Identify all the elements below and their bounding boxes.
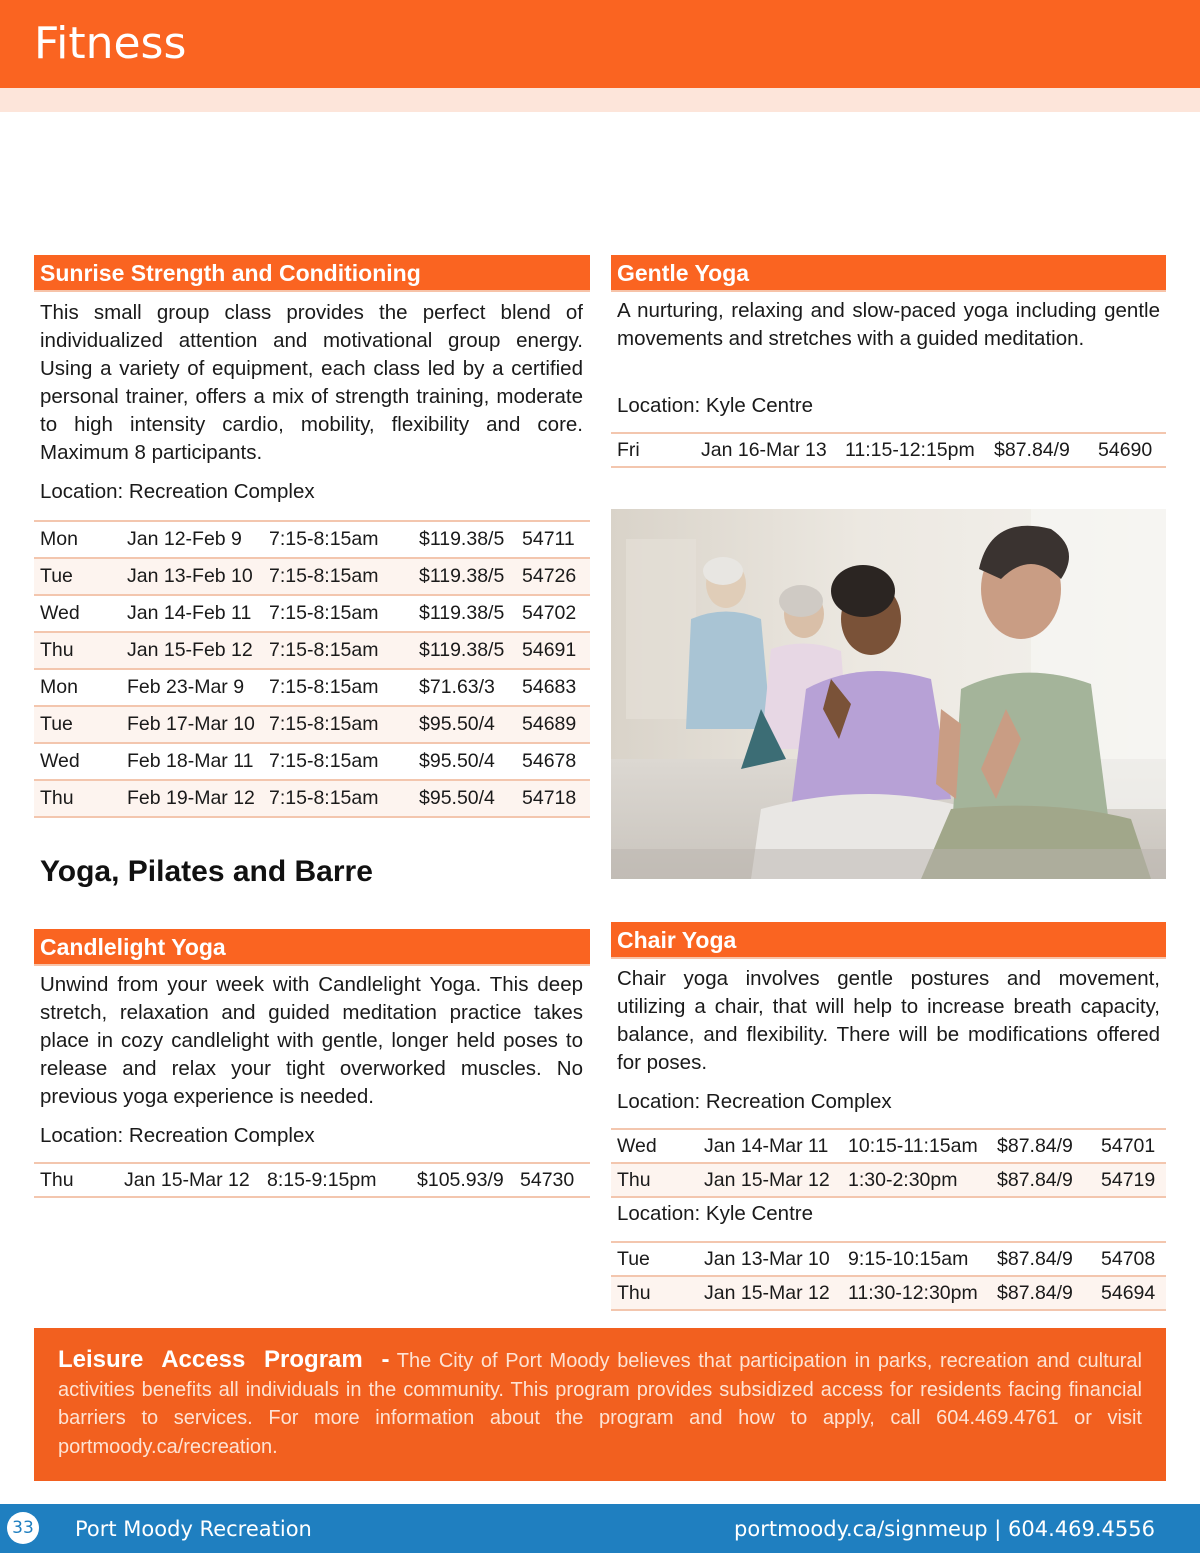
leisure-access-program-box <box>34 1328 1166 1481</box>
schedule-row <box>611 1163 1166 1197</box>
schedule-dates-cell: Feb 23-Mar 9 <box>121 669 263 706</box>
schedule-time-cell: 11:30-12:30pm <box>842 1276 991 1310</box>
schedule-time-cell: 11:15-12:15pm <box>839 433 988 467</box>
schedule-code-cell: 54691 <box>516 632 590 669</box>
schedule-fee-cell: $87.84/9 <box>988 433 1092 467</box>
schedule-row <box>611 1276 1166 1310</box>
schedule-day-cell: Tue <box>611 1242 698 1276</box>
sunrise-location: Location: Recreation Complex <box>40 480 315 503</box>
schedule-day-cell: Wed <box>34 743 121 780</box>
schedule-time-cell: 9:15-10:15am <box>842 1242 991 1276</box>
schedule-time-cell: 7:15-8:15am <box>263 632 413 669</box>
schedule-code-cell: 54683 <box>516 669 590 706</box>
schedule-fee-cell: $95.50/4 <box>413 706 516 743</box>
gentle-yoga-description: A nurturing, relaxing and slow-paced yoga including gentle movements and stretches with a guided meditation. <box>617 299 1160 350</box>
schedule-code-cell: 54678 <box>516 743 590 780</box>
schedule-code-cell: 54701 <box>1095 1129 1166 1163</box>
candlelight-yoga-description: Unwind from your week with Candlelight Yoga. This deep stretch, relaxation and guided meditation practice takes place in cozy candlelight with gentle, longer held poses to release and relax your tight overworked muscles. No previous yoga experience is needed. <box>40 973 583 1108</box>
schedule-row <box>34 706 590 743</box>
candlelight-yoga-location: Location: Recreation Complex <box>40 1124 315 1147</box>
schedule-row <box>611 1129 1166 1163</box>
schedule-code-cell: 54718 <box>516 780 590 817</box>
gentle-yoga-heading: Gentle Yoga <box>611 255 1166 292</box>
sunrise-description: This small group class provides the perfect blend of individualized attention and motivational group energy. Using a variety of equipment, each class led by a certified personal trainer, offers a mix of strength training, moderate to high intensity cardio, mobility, flexibility and core. Maximum 8 participants. <box>40 301 583 464</box>
page-title: Fitness <box>34 18 187 69</box>
schedule-code-cell: 54726 <box>516 558 590 595</box>
schedule-row <box>611 1242 1166 1276</box>
schedule-dates-cell: Jan 16-Mar 13 <box>695 433 839 467</box>
schedule-time-cell: 1:30-2:30pm <box>842 1163 991 1197</box>
schedule-day-cell: Mon <box>34 521 121 558</box>
leisure-access-program-title: Leisure Access Program - <box>58 1346 390 1373</box>
schedule-dates-cell: Jan 12-Feb 9 <box>121 521 263 558</box>
schedule-row <box>34 669 590 706</box>
schedule-time-cell: 7:15-8:15am <box>263 595 413 632</box>
schedule-dates-cell: Jan 13-Mar 10 <box>698 1242 842 1276</box>
schedule-code-cell: 54711 <box>516 521 590 558</box>
chair-yoga-schedule-table-1 <box>611 1128 1166 1198</box>
schedule-code-cell: 54702 <box>516 595 590 632</box>
candlelight-yoga-schedule-table <box>34 1162 590 1198</box>
schedule-fee-cell: $71.63/3 <box>413 669 516 706</box>
schedule-day-cell: Fri <box>611 433 695 467</box>
schedule-day-cell: Thu <box>34 1163 118 1197</box>
schedule-row <box>34 558 590 595</box>
schedule-row <box>34 780 590 817</box>
schedule-dates-cell: Feb 19-Mar 12 <box>121 780 263 817</box>
schedule-fee-cell: $87.84/9 <box>991 1276 1095 1310</box>
schedule-dates-cell: Jan 15-Mar 12 <box>698 1276 842 1310</box>
schedule-dates-cell: Jan 14-Mar 11 <box>698 1129 842 1163</box>
schedule-code-cell: 54689 <box>516 706 590 743</box>
schedule-dates-cell: Jan 15-Feb 12 <box>121 632 263 669</box>
schedule-fee-cell: $87.84/9 <box>991 1129 1095 1163</box>
schedule-time-cell: 7:15-8:15am <box>263 521 413 558</box>
schedule-row <box>611 433 1166 467</box>
schedule-code-cell: 54694 <box>1095 1276 1166 1310</box>
schedule-fee-cell: $95.50/4 <box>413 743 516 780</box>
schedule-dates-cell: Jan 14-Feb 11 <box>121 595 263 632</box>
footer-contact-info: portmoody.ca/signmeup | 604.469.4556 <box>734 1517 1155 1541</box>
schedule-code-cell: 54730 <box>514 1163 590 1197</box>
sunrise-schedule-table <box>34 520 590 818</box>
schedule-day-cell: Wed <box>34 595 121 632</box>
schedule-fee-cell: $119.38/5 <box>413 521 516 558</box>
schedule-day-cell: Wed <box>611 1129 698 1163</box>
gentle-yoga-location: Location: Kyle Centre <box>617 394 814 417</box>
schedule-row <box>34 632 590 669</box>
schedule-code-cell: 54708 <box>1095 1242 1166 1276</box>
schedule-time-cell: 7:15-8:15am <box>263 743 413 780</box>
schedule-day-cell: Thu <box>34 780 121 817</box>
schedule-row <box>34 1163 590 1197</box>
schedule-fee-cell: $95.50/4 <box>413 780 516 817</box>
schedule-day-cell: Thu <box>611 1163 698 1197</box>
schedule-fee-cell: $119.38/5 <box>413 595 516 632</box>
schedule-time-cell: 7:15-8:15am <box>263 780 413 817</box>
schedule-code-cell: 54690 <box>1092 433 1166 467</box>
chair-yoga-location-kyle-centre: Location: Kyle Centre <box>617 1202 814 1225</box>
schedule-fee-cell: $105.93/9 <box>411 1163 514 1197</box>
schedule-row <box>34 743 590 780</box>
schedule-time-cell: 8:15-9:15pm <box>261 1163 411 1197</box>
candlelight-yoga-heading: Candlelight Yoga <box>34 929 590 966</box>
sunrise-heading: Sunrise Strength and Conditioning <box>34 255 590 292</box>
gentle-yoga-schedule-table <box>611 432 1166 468</box>
chair-yoga-schedule-table-2 <box>611 1241 1166 1311</box>
chair-yoga-heading: Chair Yoga <box>611 922 1166 959</box>
page-number: 33 <box>7 1512 39 1544</box>
leisure-access-program-text: The City of Port Moody believes that participation in parks, recreation and cultural activities benefits all individuals in the community. This program provides subsidized access for residents facing financial barriers to services. For more information about the program and how to apply, call 604.469.4761 or visit portmoody.ca/recreation. <box>58 1350 1142 1458</box>
schedule-fee-cell: $87.84/9 <box>991 1163 1095 1197</box>
schedule-time-cell: 10:15-11:15am <box>842 1129 991 1163</box>
schedule-day-cell: Tue <box>34 558 121 595</box>
chair-yoga-description: Chair yoga involves gentle postures and movement, utilizing a chair, that will help to increase breath capacity, balance, and flexibility. There will be modifications offered for poses. <box>617 967 1160 1074</box>
schedule-fee-cell: $87.84/9 <box>991 1242 1095 1276</box>
schedule-fee-cell: $119.38/5 <box>413 632 516 669</box>
schedule-dates-cell: Jan 15-Mar 12 <box>118 1163 261 1197</box>
schedule-code-cell: 54719 <box>1095 1163 1166 1197</box>
schedule-dates-cell: Feb 17-Mar 10 <box>121 706 263 743</box>
schedule-dates-cell: Feb 18-Mar 11 <box>121 743 263 780</box>
schedule-time-cell: 7:15-8:15am <box>263 558 413 595</box>
schedule-row <box>34 595 590 632</box>
chair-yoga-location-recreation-complex: Location: Recreation Complex <box>617 1090 892 1113</box>
schedule-row <box>34 521 590 558</box>
schedule-day-cell: Thu <box>611 1276 698 1310</box>
schedule-time-cell: 7:15-8:15am <box>263 669 413 706</box>
schedule-time-cell: 7:15-8:15am <box>263 706 413 743</box>
footer-publication-name: Port Moody Recreation <box>75 1517 312 1541</box>
header-divider <box>0 88 1200 112</box>
schedule-dates-cell: Jan 15-Mar 12 <box>698 1163 842 1197</box>
schedule-fee-cell: $119.38/5 <box>413 558 516 595</box>
yoga-class-photo <box>611 509 1166 879</box>
schedule-day-cell: Thu <box>34 632 121 669</box>
schedule-day-cell: Tue <box>34 706 121 743</box>
schedule-dates-cell: Jan 13-Feb 10 <box>121 558 263 595</box>
section-heading-yoga-pilates-barre: Yoga, Pilates and Barre <box>40 855 373 888</box>
schedule-day-cell: Mon <box>34 669 121 706</box>
